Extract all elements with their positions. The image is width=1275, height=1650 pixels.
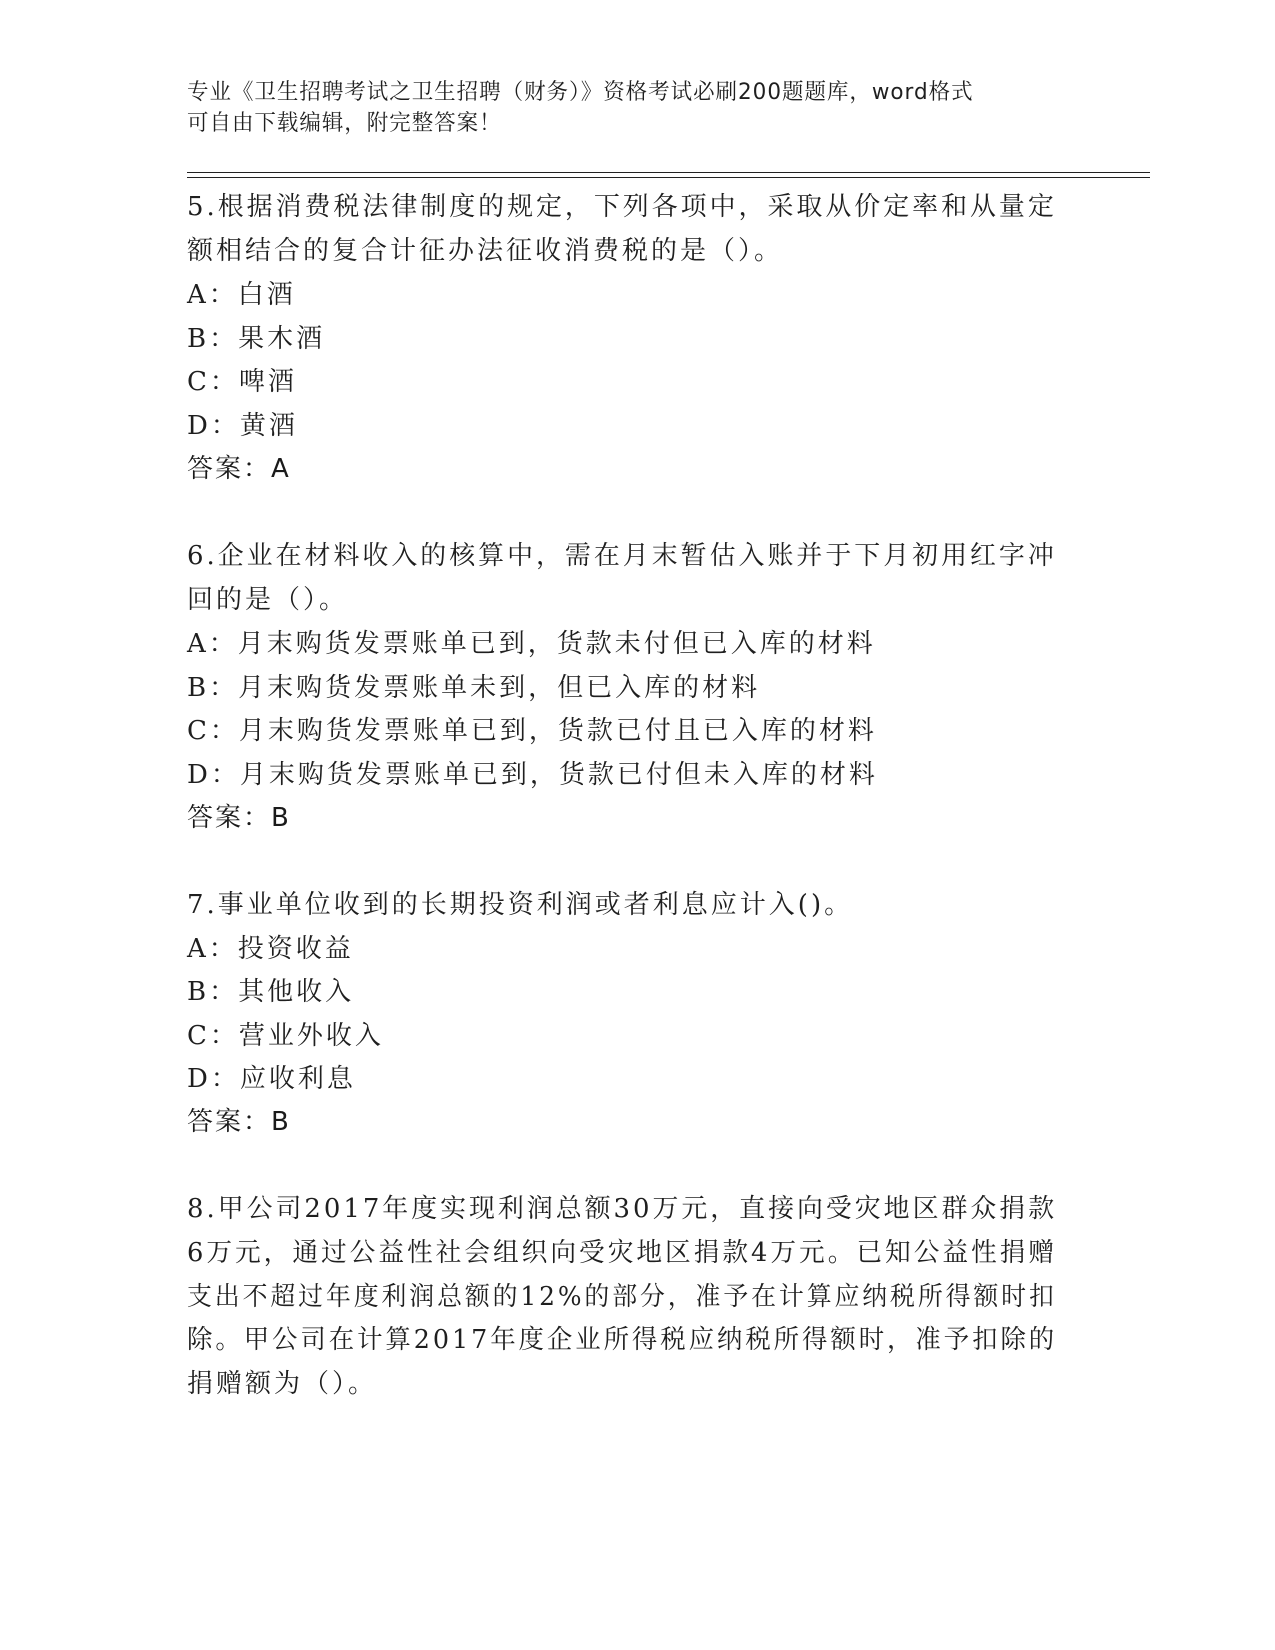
question-8-line-4: 除。甲公司在计算2017年度企业所得税应纳税所得额时，准予扣除的 — [187, 1325, 1058, 1355]
question-5-line-1: 5.根据消费税法律制度的规定，下列各项中，采取从价定率和从量定 — [187, 192, 1057, 222]
question-7-option-b: B：其他收入 — [187, 977, 355, 1007]
header-rule-top — [187, 172, 1150, 173]
question-8-line-1: 8.甲公司2017年度实现利润总额30万元，直接向受灾地区群众捐款 — [187, 1194, 1058, 1224]
question-6-option-c: C：月末购货发票账单已到，货款已付且已入库的材料 — [187, 716, 877, 746]
question-7-option-d: D：应收利息 — [187, 1064, 356, 1094]
question-8-line-3: 支出不超过年度利润总额的12%的部分，准予在计算应纳税所得额时扣 — [187, 1282, 1057, 1312]
question-5-line-2: 额相结合的复合计征办法征收消费税的是（）。 — [187, 236, 784, 266]
question-6-answer: 答案：B — [187, 803, 291, 833]
question-6-line-2: 回的是（）。 — [187, 585, 349, 615]
question-6-option-a: A：月末购货发票账单已到，货款未付但已入库的材料 — [187, 629, 876, 659]
header-rule-bottom — [187, 177, 1150, 178]
question-6-option-d: D：月末购货发票账单已到，货款已付但未入库的材料 — [187, 760, 878, 790]
question-5-option-b: B：果木酒 — [187, 324, 326, 354]
question-5-option-a: A：白酒 — [187, 280, 296, 310]
header-line-2: 可自由下载编辑，附完整答案！ — [187, 111, 502, 136]
question-6-option-b: B：月末购货发票账单未到，但已入库的材料 — [187, 673, 761, 703]
question-7-answer: 答案：B — [187, 1107, 291, 1137]
question-7-option-c: C：营业外收入 — [187, 1021, 384, 1051]
question-7-option-a: A：投资收益 — [187, 934, 354, 964]
question-6-line-1: 6.企业在材料收入的核算中，需在月末暂估入账并于下月初用红字冲 — [187, 541, 1057, 571]
question-5-option-c: C：啤酒 — [187, 367, 297, 397]
question-8-line-5: 捐赠额为（）。 — [187, 1369, 378, 1399]
question-7-line-1: 7.事业单位收到的长期投资利润或者利息应计入()。 — [187, 890, 854, 920]
question-5-answer: 答案：A — [187, 454, 291, 484]
question-5-option-d: D：黄酒 — [187, 411, 298, 441]
header-line-1: 专业《卫生招聘考试之卫生招聘（财务）》资格考试必刷200题题库，word格式 — [187, 80, 974, 105]
question-8-line-2: 6万元，通过公益性社会组织向受灾地区捐款4万元。已知公益性捐赠 — [187, 1238, 1058, 1268]
